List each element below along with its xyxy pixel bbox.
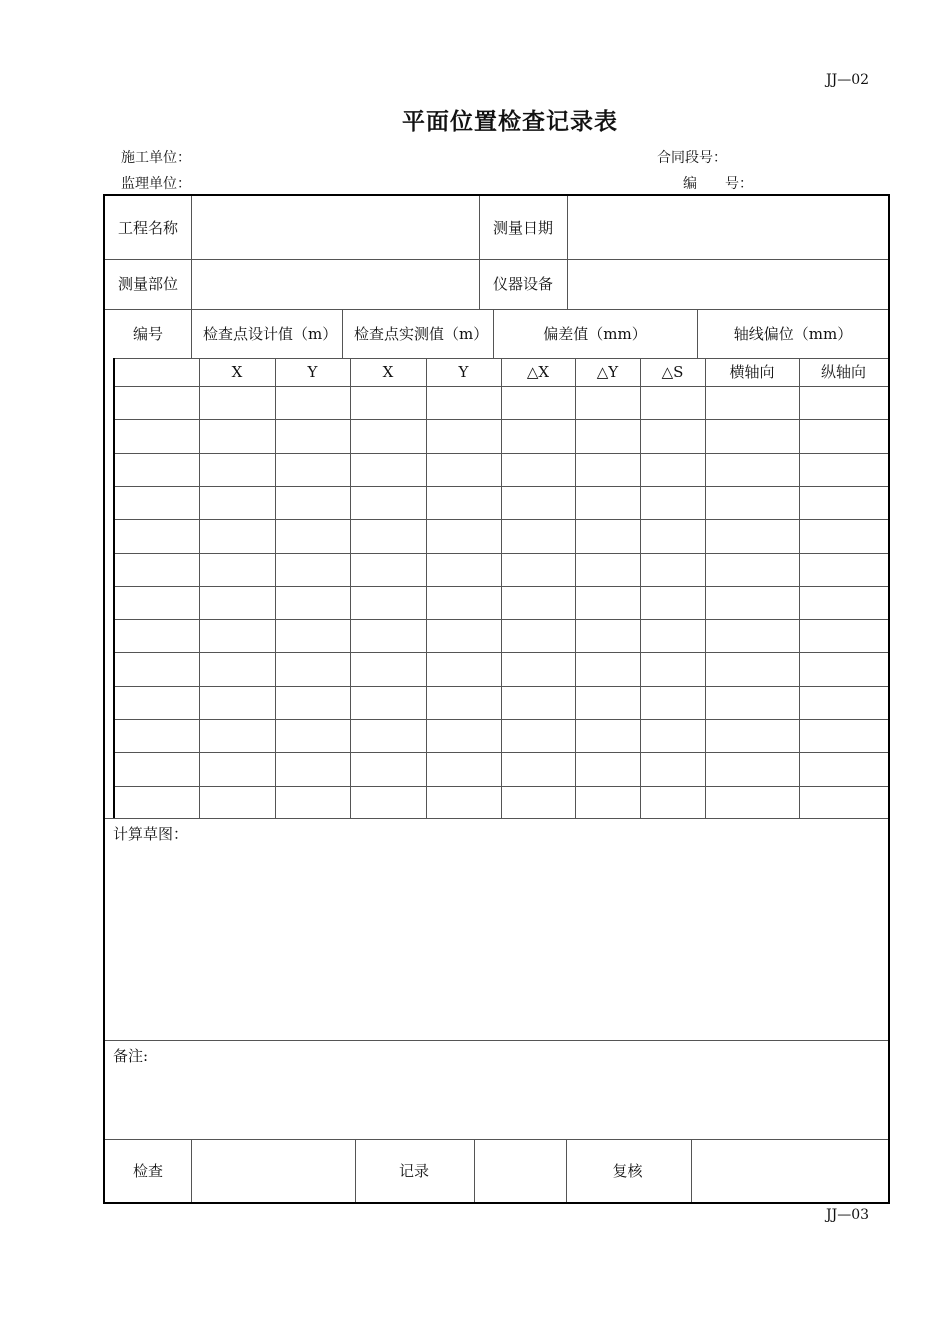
grid-line	[191, 309, 192, 358]
sub-column-header: △X	[526, 363, 550, 381]
deviation-column-header: 偏差值（mm）	[543, 324, 647, 343]
table-row[interactable]	[113, 786, 888, 819]
page-title: 平面位置检查记录表	[402, 108, 618, 135]
axis-offset-column-header: 轴线偏位（mm）	[733, 324, 853, 343]
table-row[interactable]	[113, 586, 888, 619]
sub-column-header: Y	[458, 363, 469, 381]
sub-column-header: X	[231, 363, 243, 381]
sketch-label: 计算草图：	[113, 825, 189, 843]
survey-part-label: 测量部位	[117, 275, 178, 293]
sketch-area[interactable]	[105, 818, 888, 1040]
review-label: 复核	[612, 1161, 643, 1180]
table-row[interactable]	[113, 553, 888, 586]
remarks-label: 备注:	[113, 1047, 149, 1065]
sub-column-header: △S	[661, 363, 684, 381]
survey-part-field[interactable]	[191, 259, 479, 309]
sub-column-header: 纵轴向	[820, 363, 866, 381]
sub-column-header: X	[382, 363, 394, 381]
sub-column-header: 横轴向	[729, 363, 775, 381]
document-code-top: JJ—02	[826, 72, 870, 88]
table-row[interactable]	[113, 519, 888, 552]
supervision-unit-label: 监理单位：	[121, 176, 191, 192]
contract-section-label: 合同段号：	[657, 150, 727, 166]
instrument-label: 仪器设备	[492, 275, 553, 293]
project-name-field[interactable]	[191, 196, 479, 259]
table-row[interactable]	[113, 652, 888, 685]
design-value-column-header: 检查点设计值（m）	[203, 324, 338, 343]
check-label: 检查	[132, 1161, 163, 1180]
serial-number-label: 编 号：	[683, 176, 753, 192]
record-field[interactable]	[473, 1139, 565, 1202]
construction-unit-label: 施工单位：	[121, 150, 191, 166]
record-label: 记录	[398, 1161, 429, 1180]
survey-date-field[interactable]	[567, 196, 888, 259]
table-row[interactable]	[113, 386, 888, 419]
measured-value-column-header: 检查点实测值（m）	[354, 324, 489, 343]
table-row[interactable]	[113, 486, 888, 519]
number-column-header: 编号	[132, 324, 163, 343]
grid-line	[342, 309, 343, 358]
project-name-label: 工程名称	[117, 218, 178, 237]
check-field[interactable]	[191, 1139, 355, 1202]
table-row[interactable]	[113, 752, 888, 785]
inspection-form	[103, 194, 890, 1204]
survey-date-label: 测量日期	[492, 218, 553, 237]
sub-column-header: Y	[307, 363, 318, 381]
instrument-field[interactable]	[567, 259, 888, 309]
table-row[interactable]	[113, 686, 888, 719]
table-row[interactable]	[113, 419, 888, 452]
document-code-bottom: JJ—03	[826, 1207, 870, 1223]
table-row[interactable]	[113, 453, 888, 486]
review-field[interactable]	[690, 1139, 888, 1202]
table-row[interactable]	[113, 719, 888, 752]
sub-column-header: △Y	[596, 363, 619, 381]
remarks-area[interactable]	[105, 1040, 888, 1139]
table-row[interactable]	[113, 619, 888, 652]
